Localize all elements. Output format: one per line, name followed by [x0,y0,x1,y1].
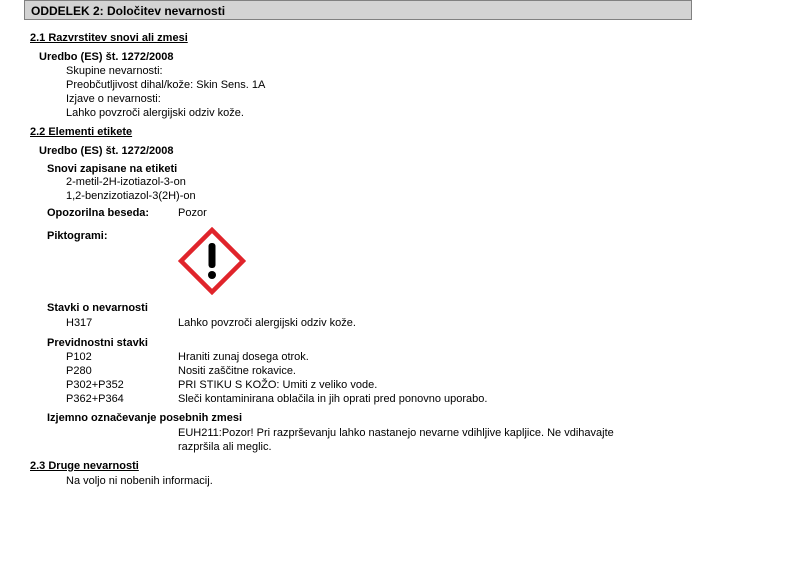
substances-label: Snovi zapisane na etiketi [47,163,178,175]
hazard-text: Lahko povzroči alergijski odziv kože. [178,317,356,329]
exclamation-mark-ghs07-icon [178,227,246,295]
subsection-2-1-title: 2.1 Razvrstitev snovi ali zmesi [30,32,188,44]
hazard-code: H317 [66,317,93,329]
special-labelling-label: Izjemno označevanje posebnih zmesi [47,412,242,424]
precautionary-text: Hraniti zunaj dosega otrok. [178,351,309,363]
precautionary-text: PRI STIKU S KOŽO: Umiti z veliko vode. [178,379,378,391]
precautionary-code: P302+P352 [66,379,124,391]
regulation-label-2-2: Uredbo (ES) št. 1272/2008 [39,145,174,157]
substance-item: 1,2-benzizotiazol-3(2H)-on [66,190,196,202]
precautionary-code: P362+P364 [66,393,124,405]
hazard-statement-value-2-1: Lahko povzroči alergijski odziv kože. [66,107,244,119]
precautionary-text: Sleči kontaminirana oblačila in jih oprati pred ponovno uporabo. [178,393,488,405]
hazard-statements-label: Stavki o nevarnosti [47,302,148,314]
signal-word-label: Opozorilna beseda: [47,207,150,219]
substance-item: 2-metil-2H-izotiazol-3-on [66,176,186,188]
subsection-2-2-title: 2.2 Elementi etikete [30,126,133,138]
precautionary-text: Nositi zaščitne rokavice. [178,365,296,377]
other-hazards-text: Na voljo ni nobenih informacij. [66,475,213,487]
section-header [24,0,692,20]
special-labelling-text: EUH211:Pozor! Pri razprševanju lahko nastanejo nevarne vdihljive kapljice. Ne vdihavajte razpršila ali meglic. [178,427,614,453]
hazard-class-value: Preobčutljivost dihal/kože: Skin Sens. 1A [66,79,266,91]
precautionary-code: P280 [66,365,92,377]
hazard-classes-label: Skupine nevarnosti: [66,65,163,77]
precautionary-code: P102 [66,351,92,363]
pictograms-label: Piktogrami: [47,230,108,242]
signal-word-value: Pozor [178,207,207,219]
regulation-label-2-1: Uredbo (ES) št. 1272/2008 [39,51,174,63]
subsection-2-3-title: 2.3 Druge nevarnosti [30,460,139,472]
hazard-statements-label-2-1: Izjave o nevarnosti: [66,93,161,105]
section-title: ODDELEK 2: Določitev nevarnosti [31,4,226,18]
precautionary-label: Previdnostni stavki [47,337,148,349]
